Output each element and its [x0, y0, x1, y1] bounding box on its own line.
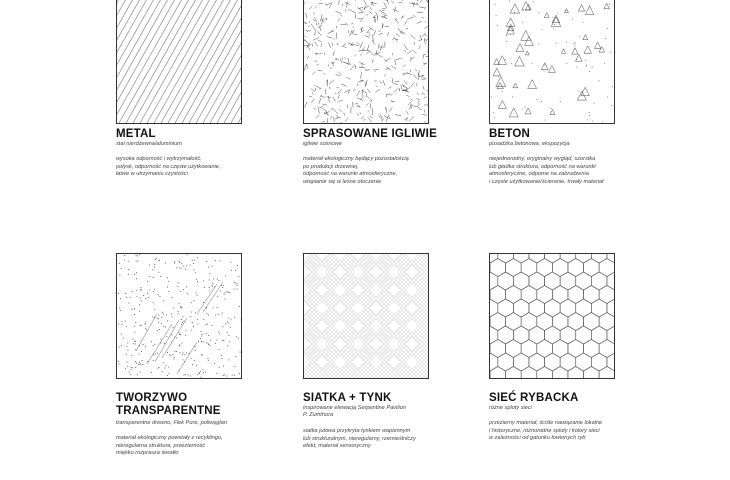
- desc-line: materiał ekologiczny powstały z recyklingu,: [116, 435, 223, 441]
- concrete-subtitle: posadzka betonowa, ekspozycja: [489, 141, 570, 147]
- fishing-net-title: SIEĆ RYBACKA: [489, 392, 579, 404]
- subtitle-line: inspirowane elewacją Serpentine Pavilion: [303, 405, 406, 411]
- subtitle-line: P. Zumthora: [303, 412, 334, 418]
- desc-line: efekt, materiał sensoryczny: [303, 443, 371, 450]
- pine-needles-subtitle: igliwie sosnowe: [303, 141, 342, 147]
- desc-line: wtapianie się w leśne otoczenie: [303, 178, 382, 185]
- mesh-plaster-swatch: [303, 253, 429, 379]
- desc-line: w zależności od gatunku łowionych ryb: [489, 435, 586, 442]
- desc-line: po produkcji drzewnej,: [303, 163, 359, 170]
- desc-line: i historyczne, różnorodne sploty i kolory sieci: [489, 427, 600, 434]
- concrete-title: BETON: [489, 128, 531, 140]
- desc-line: odporność na warunki atmosferyczne,: [303, 171, 398, 178]
- transparent-plastic-title: [116, 392, 306, 418]
- desc-line: siatka jutowa przykryta tynkiem wapiennym: [303, 428, 411, 434]
- fishing-net-description: [489, 420, 679, 443]
- metal-subtitle: stal nierdzewna/aluminium: [116, 141, 182, 147]
- fishing-net-swatch: [489, 253, 615, 379]
- concrete-description: [489, 156, 679, 186]
- metal-title: METAL: [116, 128, 156, 140]
- desc-line: przezierny materiał, ściśle nawiązanie lokalne: [489, 420, 603, 426]
- desc-line: lub strukturalnym, nieregularny, rzemieślniczy: [303, 435, 416, 442]
- fishing-net-subtitle: różne sploty sieci: [489, 405, 532, 411]
- pine-needles-swatch: [303, 0, 429, 124]
- desc-line: połysk, odporność na częste użytkowanie,: [116, 163, 221, 170]
- desc-line: lub gładka struktura, odporność na warunki: [489, 163, 596, 170]
- mesh-plaster-title: SIATKA + TYNK: [303, 392, 392, 404]
- mesh-plaster-subtitle: [303, 405, 493, 419]
- desc-line: materiał ekologiczny będący pozostałością: [303, 156, 409, 162]
- desc-line: łatwe w utrzymaniu czystości: [116, 171, 188, 178]
- transparent-plastic-swatch: [116, 253, 242, 379]
- desc-line: i częste użytkowanie/ścieranie, trwały materiał: [489, 178, 604, 185]
- transparent-plastic-description: [116, 435, 306, 458]
- transparent-plastic-subtitle: transparentne drewno, Flek Pure, poliwęglan: [116, 420, 228, 426]
- desc-line: wysoka odporność i wytrzymałość,: [116, 156, 202, 162]
- title-line: TWORZYWO: [116, 392, 188, 404]
- desc-line: nieregularna struktura, przezierność: [116, 442, 206, 449]
- desc-line: niejednorodny, oryginalny wygląd, szorstka: [489, 156, 596, 162]
- desc-line: miękko rozprasza światło: [116, 450, 179, 457]
- desc-line: atmosferyczne, odporne na zabrudzenia: [489, 171, 589, 178]
- title-line: TRANSPARENTNE: [116, 405, 221, 417]
- mesh-plaster-description: [303, 428, 493, 451]
- concrete-swatch: [489, 0, 615, 124]
- metal-description: [116, 156, 306, 179]
- metal-swatch: [116, 0, 242, 124]
- pine-needles-title: SPRASOWANE IGLIWIE: [303, 128, 437, 140]
- pine-needles-description: [303, 156, 493, 186]
